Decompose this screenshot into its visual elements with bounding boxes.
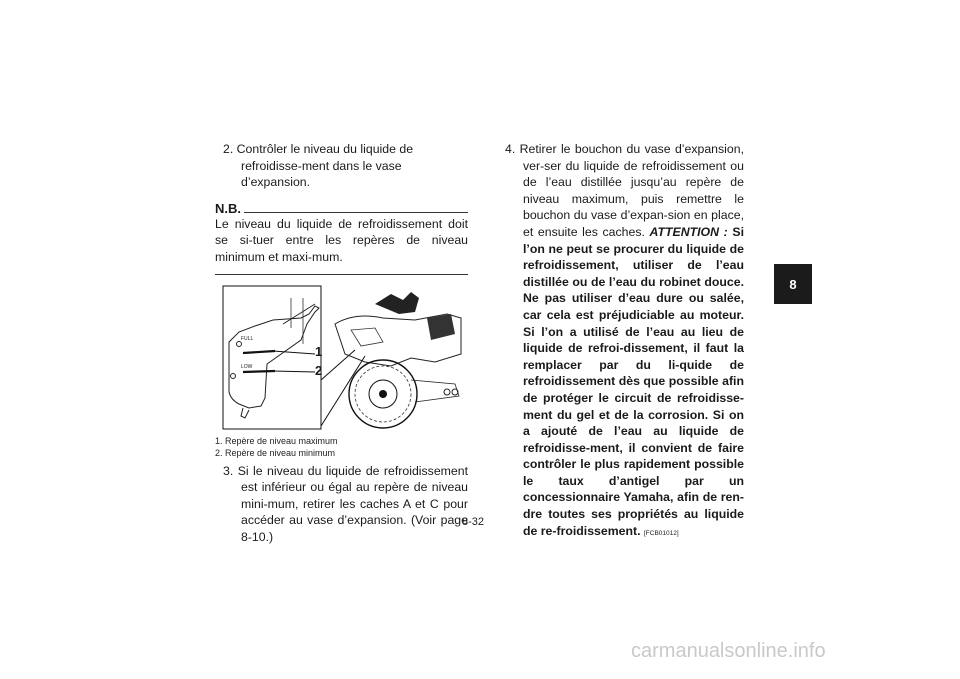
callout-1: 1 (315, 343, 323, 359)
page-number: 8-32 (462, 516, 485, 528)
nb-text: Le niveau du liquide de refroidissement doit se si-tuer entre les repères de niveau minimum et maxi-mum. (215, 216, 468, 264)
attention-text: Si l’on ne peut se procurer du liquide de refroidissement, utiliser de l’eau distillée ou de l’eau du robinet douce. Ne pas utiliser d’eau dure ou salée, car cela est préjudiciable au moteur. Si l’on a utilisé de l’eau au lieu de liquide de refroi-dissement, il faut la remplacer par du li-quide de refroidissement dès que possible afin de protéger le circuit de refroidisse-ment du gel et de la corrosion. Si on a ajouté de l’eau au liquide de refroidisse-ment, il convient de faire contrôler le plus rapidement possible le taux d’antigel par un concessionnaire Yamaha, afin de ren-dre toutes ses propriétés au liquide de re-froidissement. (523, 224, 744, 538)
step-4-text: 4. Retirer le bouchon du vase d’expansion, ver-ser du liquide de refroidissement ou de l’eau distillée jusqu’au repère de niveau maximum, puis remettre le bouchon du vase d’expan-sion en place, et ensuite les caches. (505, 142, 744, 239)
low-label: LOW (241, 363, 253, 370)
low-level-mark (243, 371, 275, 372)
step-3: 3. Si le niveau du liquide de refroidissement est inférieur ou égal au repère de niveau mini-mum, retirer les caches A et C pour accéder au vase d’expansion. (Voir page 8-10.) (223, 463, 468, 544)
callout-2: 2 (315, 362, 323, 378)
full-label: FULL (241, 335, 254, 342)
reservoir-outline (229, 306, 319, 408)
leader-line-2 (273, 371, 315, 372)
leader-line-1 (273, 351, 315, 354)
left-column (215, 141, 468, 546)
nb-label: N.B. (215, 200, 241, 216)
figure-captions (215, 435, 468, 459)
inset-frame (223, 286, 321, 429)
step-2: 2. Contrôler le niveau du liquide de refroidisse-ment dans le vase d’expansion. (223, 142, 414, 190)
caption-2: 2. Repère de niveau minimum (215, 447, 336, 458)
nb-rule-bottom (215, 274, 468, 275)
right-column (497, 141, 744, 542)
step-4 (497, 141, 744, 542)
caption-1: 1. Repère de niveau maximum (215, 435, 338, 446)
attention-label: ATTENTION : (649, 224, 728, 239)
atv-panel (427, 314, 455, 340)
nb-rule-top (244, 212, 468, 213)
atv-illustration (215, 284, 468, 432)
watermark: carmanualsonline.info (631, 640, 826, 662)
nb-heading (215, 201, 468, 216)
coolant-reservoir-figure (215, 284, 468, 432)
full-level-mark (243, 351, 275, 353)
handlebar (375, 292, 419, 314)
attention-code: [FCB01012] (643, 529, 679, 537)
chapter-tab: 8 (774, 264, 812, 304)
